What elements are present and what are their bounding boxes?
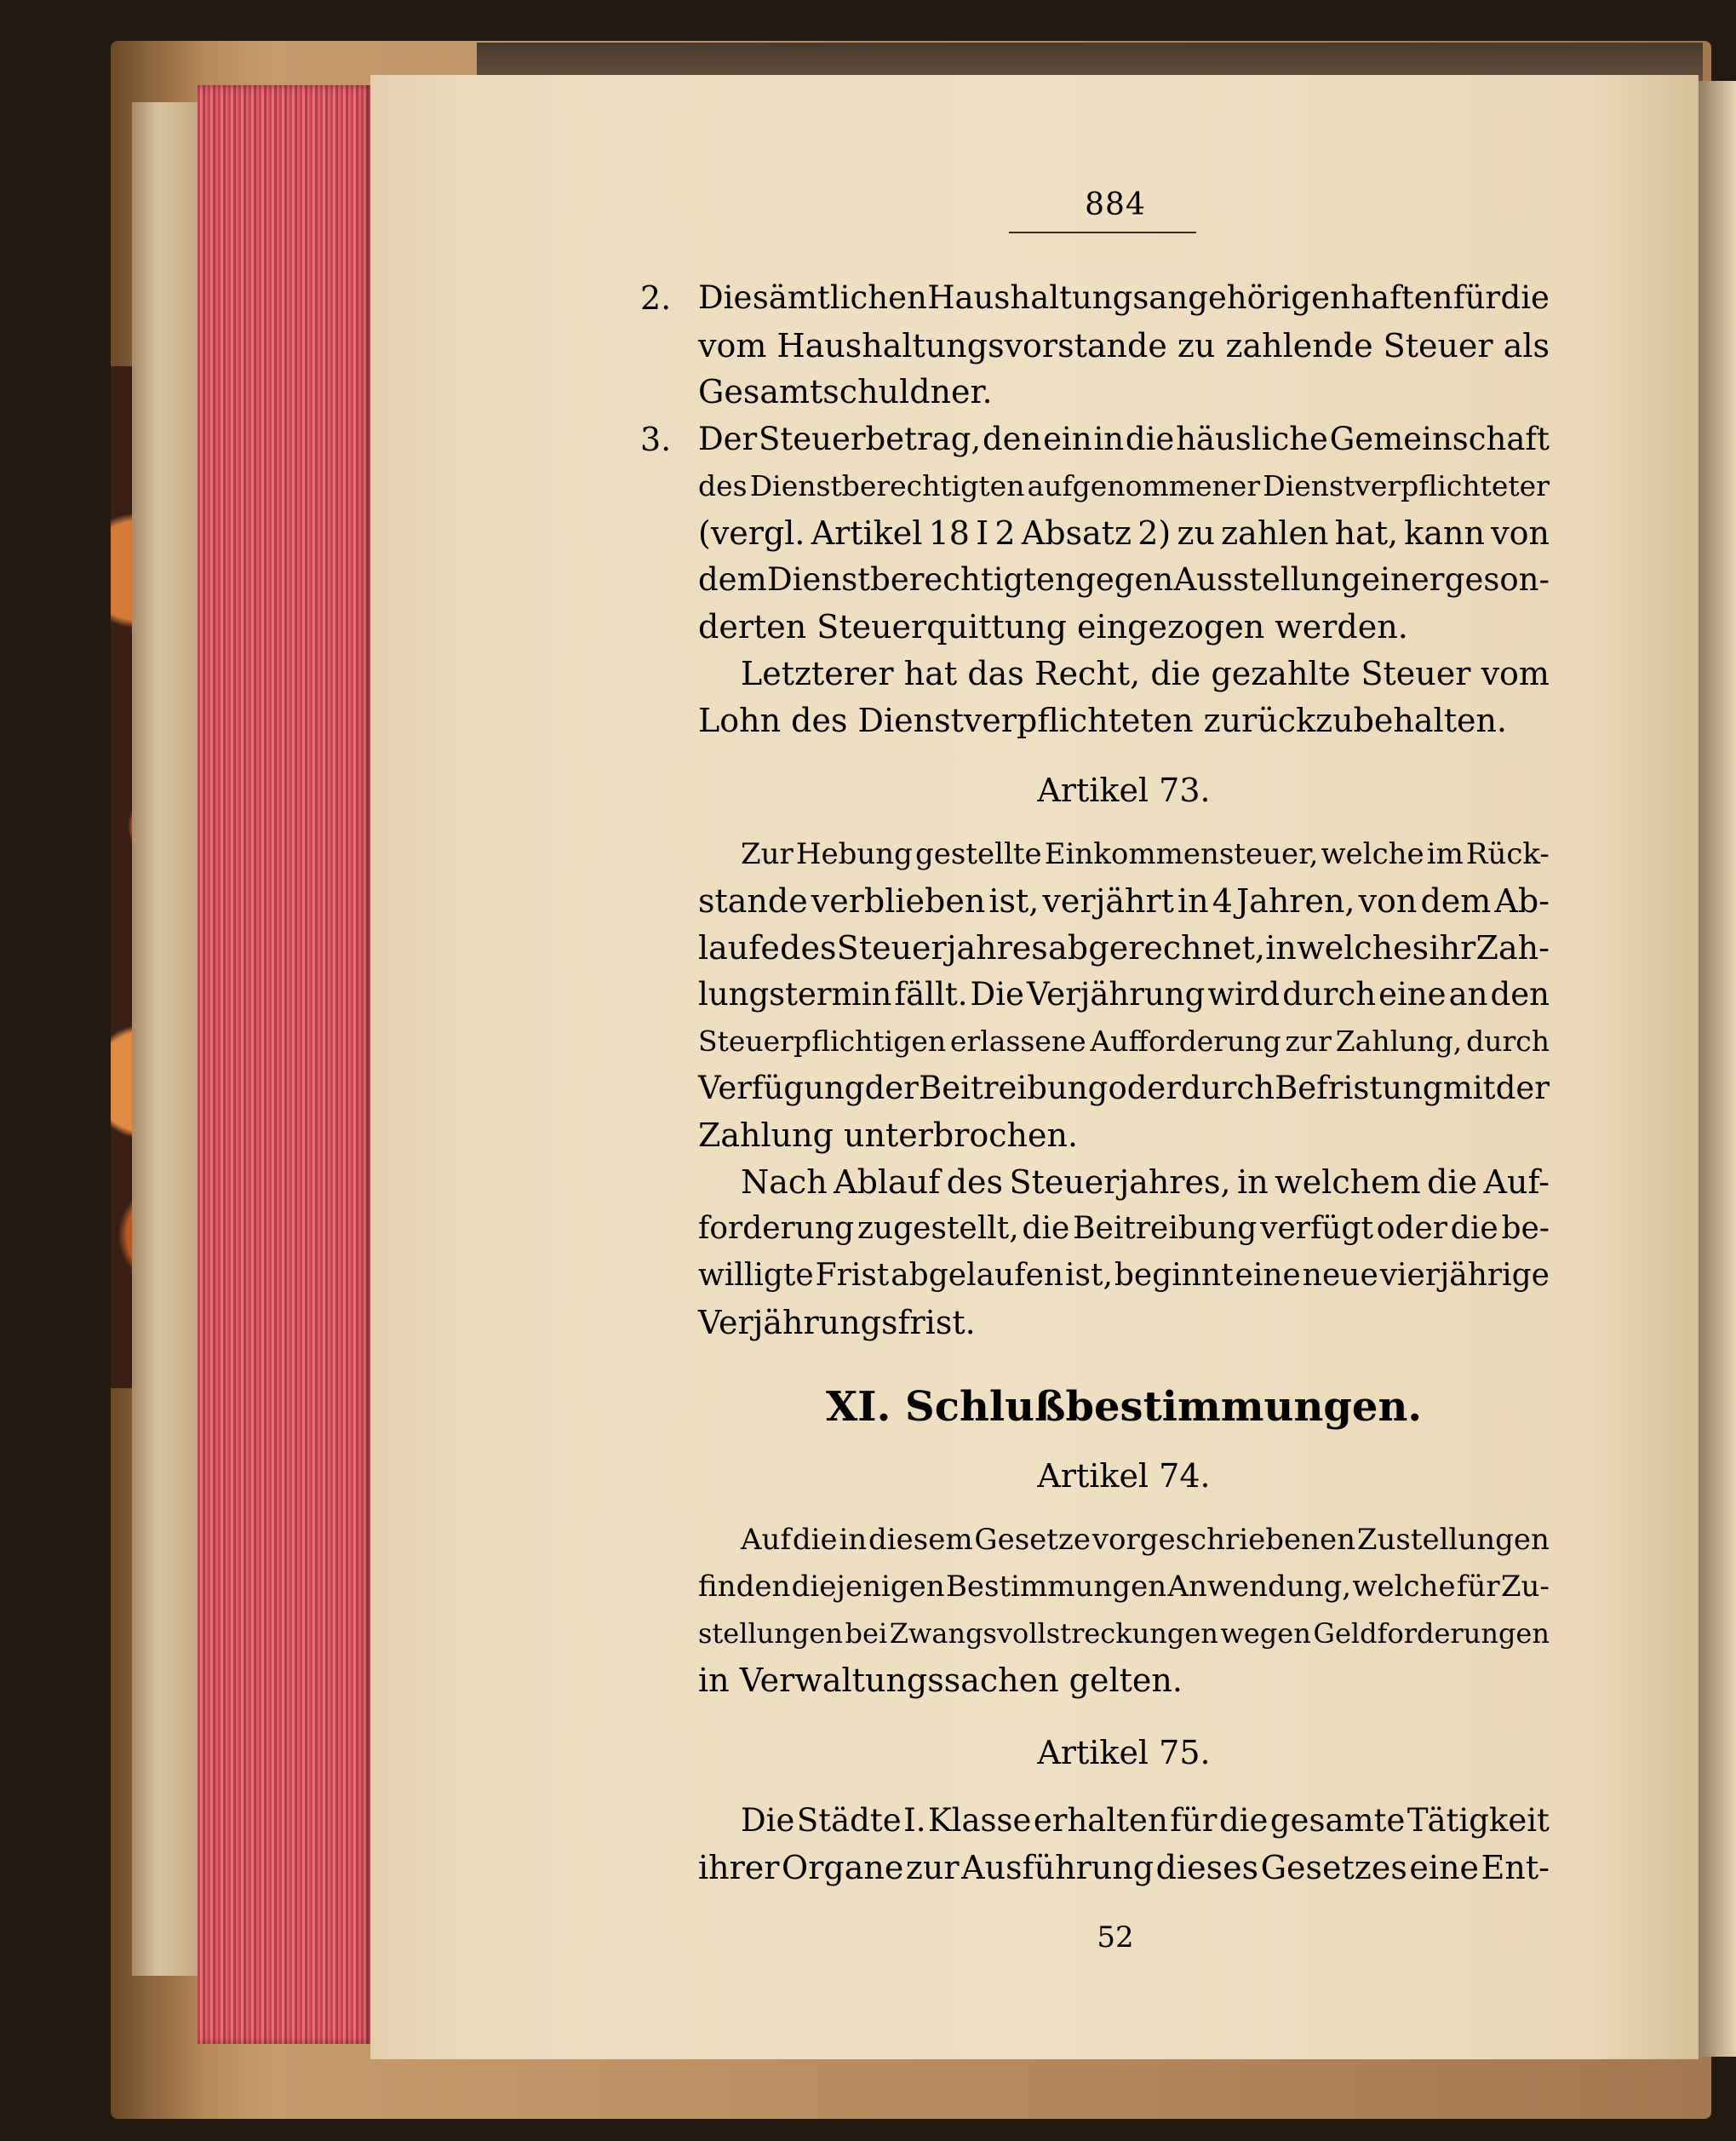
next-page-edge bbox=[1694, 81, 1736, 2057]
signature-mark: 52 bbox=[1097, 1920, 1134, 1954]
text-line: stellungen bei Zwangsvollstreckungen wegen Geldforderungen bbox=[698, 1617, 1550, 1650]
text-line: Auf die in diesem Gesetze vorgeschriebenen Zustellungen bbox=[741, 1523, 1550, 1557]
article-title: Artikel 73. bbox=[1037, 772, 1211, 809]
text-line: Verfügung der Beitreibung oder durch Befristung mit der bbox=[698, 1070, 1550, 1106]
section-heading: XI. Schlußbestimmungen. bbox=[825, 1383, 1423, 1431]
list-item-number: 2. bbox=[640, 279, 672, 317]
text-line: Zahlung unterbrochen. bbox=[698, 1116, 1079, 1154]
article-title: Artikel 74. bbox=[1037, 1457, 1211, 1495]
text-line: (vergl. Artikel 18 I 2 Absatz 2) zu zahlen hat, kann von bbox=[698, 514, 1550, 552]
text-line: in Verwaltungssachen gelten. bbox=[698, 1662, 1183, 1699]
text-line: Der Steuerbetrag, den ein in die häusliche Gemeinschaft bbox=[698, 421, 1550, 457]
text-line: des Dienstberechtigten aufgenommener Dienstverpflichteter bbox=[698, 469, 1550, 502]
text-line: Nach Ablauf des Steuerjahres, in welchem die Auf- bbox=[741, 1163, 1550, 1201]
text-line: Lohn des Dienstverpflichteten zurückzubehalten. bbox=[698, 702, 1507, 739]
text-line: Gesamtschuldner. bbox=[698, 373, 993, 410]
red-page-edges bbox=[198, 85, 372, 2044]
text-line: Letzterer hat das Recht, die gezahlte Steuer vom bbox=[741, 655, 1550, 692]
text-line: Zur Hebung gestellte Einkommensteuer, welche im Rück- bbox=[741, 837, 1550, 871]
text-line: Steuerpflichtigen erlassene Aufforderung zur Zahlung, durch bbox=[698, 1025, 1550, 1058]
text-line: lungstermin fällt. Die Verjährung wird durch eine an den bbox=[698, 976, 1550, 1013]
text-line: laufe des Steuerjahres ab gerechnet, in welches ihr Zah- bbox=[698, 929, 1550, 967]
text-line: ihrer Organe zur Ausführung dieses Gesetzes eine Ent- bbox=[698, 1849, 1550, 1886]
text-line: forderung zugestellt, die Beitreibung verfügt oder die be- bbox=[698, 1211, 1550, 1246]
text-line: Verjährungsfrist. bbox=[698, 1304, 976, 1341]
page-number: 884 bbox=[1085, 187, 1146, 222]
inner-page-edge bbox=[132, 102, 200, 1976]
article-title: Artikel 75. bbox=[1037, 1734, 1211, 1771]
text-line: Die Städte I. Klasse erhalten für die gesamte Tätigkeit bbox=[741, 1802, 1550, 1839]
text-line: derten Steuerquittung eingezogen werden. bbox=[698, 608, 1408, 646]
text-line: finden diejenigen Bestimmungen Anwendung, welche für Zu- bbox=[698, 1570, 1550, 1604]
text-line: willigte Frist abgelaufen ist, beginnt eine neue vierjährige bbox=[698, 1258, 1550, 1293]
text-line: stande verblieben ist, verjährt in 4 Jahren, von dem Ab- bbox=[698, 882, 1550, 920]
text-line: dem Dienstberechtigten gegen Ausstellung einer geson- bbox=[698, 561, 1550, 598]
text-line: Die sämtlichen Haushaltungsangehörigen haften für die bbox=[698, 279, 1550, 316]
page-number-rule bbox=[1009, 232, 1196, 233]
text-line: vom Haushaltungsvorstande zu zahlende Steuer als bbox=[698, 327, 1550, 364]
list-item-number: 3. bbox=[640, 421, 672, 458]
